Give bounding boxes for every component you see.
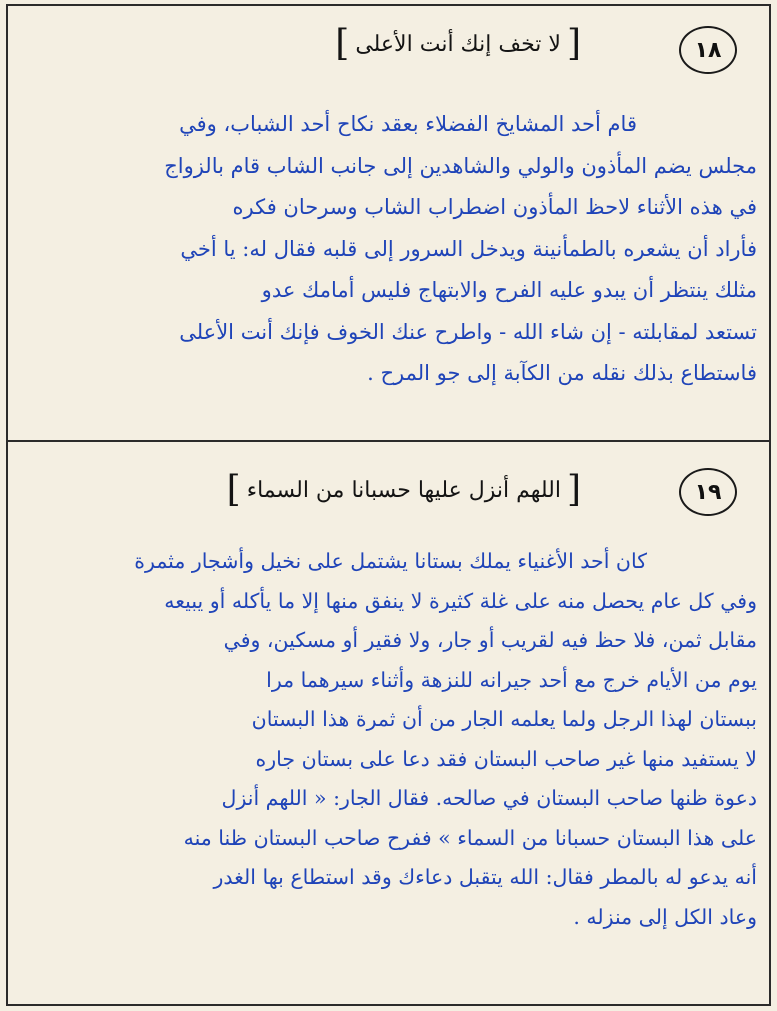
story-19: [6, 442, 771, 1004]
story-body: [20, 104, 757, 395]
text-line: فاستطاع بذلك نقله من الكآبة إلى جو المرح .: [367, 361, 757, 385]
text-line: كان أحد الأغنياء يملك بستانا يشتمل على نخيل وأشجار مثمرة: [134, 549, 647, 573]
text-line: قام أحد المشايخ الفضلاء بعقد نكاح أحد الشباب، وفي: [179, 112, 637, 136]
text-line: فأراد أن يشعره بالطمأنينة ويدخل السرور إلى قلبه فقال له: يا أخي: [180, 236, 757, 261]
text-line: وفي كل عام يحصل منه على غلة كثيرة لا ينفق منها إلا ما يأكله أو يبيعه: [164, 588, 757, 613]
bracket-close-icon: ]: [566, 469, 581, 510]
text-line: على هذا البستان حسبانا من السماء » ففرح صاحب البستان ظنا منه: [183, 825, 757, 850]
bracket-open-icon: [: [226, 469, 241, 510]
story-title: لا تخف إنك أنت الأعلى: [355, 31, 561, 57]
text-line: دعوة ظنها صاحب البستان في صالحه. فقال الجار: « اللهم أنزل: [221, 786, 757, 810]
text-line: ببستان لهذا الرجل ولما يعلمه الجار من أن ثمرة هذا البستان: [251, 707, 757, 731]
text-line: لا يستفيد منها غير صاحب البستان فقد دعا على بستان جاره: [255, 746, 757, 771]
story-title-box: [335, 23, 581, 64]
story-title: اللهم أنزل عليها حسبانا من السماء: [246, 477, 561, 503]
story-number-badge: ١٩: [679, 468, 737, 516]
story-body: [20, 542, 757, 937]
story-18: [6, 4, 771, 440]
text-line: في هذه الأثناء لاحظ المأذون اضطراب الشاب وسرحان فكره: [232, 195, 757, 219]
text-line: يوم من الأيام خرج مع أحد جيرانه للنزهة وأثناء سيرهما مرا: [266, 667, 757, 692]
text-line: أنه يدعو له بالمطر فقال: الله يتقبل دعاءك وقد استطاع بها الغدر: [213, 865, 757, 889]
text-line: مجلس يضم المأذون والولي والشاهدين إلى جانب الشاب قام بالزواج: [164, 153, 757, 178]
text-line: مثلك ينتظر أن يبدو عليه الفرح والابتهاج فليس أمامك عدو: [261, 278, 757, 302]
story-title-box: [226, 469, 581, 510]
text-line: مقابل ثمن، فلا حظ فيه لقريب أو جار، ولا فقير أو مسكين، وفي: [223, 628, 757, 652]
story-number-badge: ١٨: [679, 26, 737, 74]
bracket-close-icon: ]: [566, 23, 581, 64]
text-line: تستعد لمقابلته - إن شاء الله - واطرح عنك الخوف فإنك أنت الأعلى: [179, 319, 757, 344]
bracket-open-icon: [: [335, 23, 350, 64]
text-line: وعاد الكل إلى منزله .: [573, 904, 757, 929]
